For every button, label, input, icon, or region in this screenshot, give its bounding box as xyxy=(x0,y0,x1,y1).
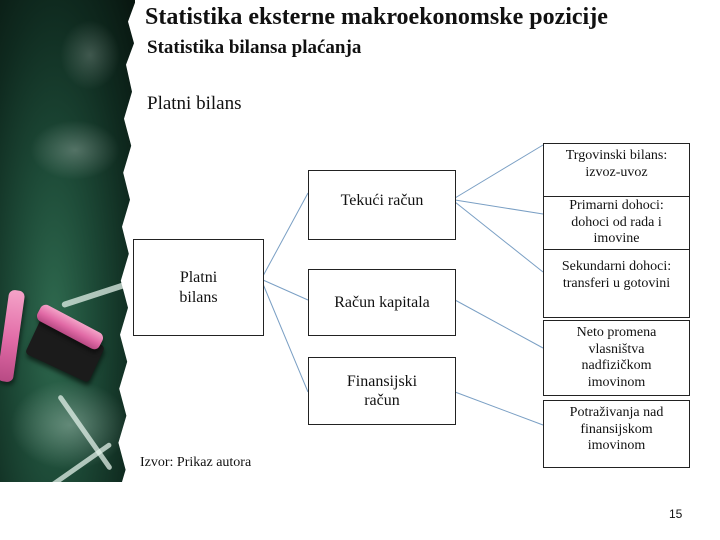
page-number: 15 xyxy=(669,507,683,521)
component-node-primarni-dohoci: Primarni dohoci: dohoci od rada i imovine xyxy=(543,196,690,250)
account-node-finansijski-racun: Finansijski račun xyxy=(308,357,456,425)
section-label: Platni bilans xyxy=(147,93,242,114)
source-note: Izvor: Prikaz autora xyxy=(140,455,252,470)
component-node-trgovinski-bilans: Trgovinski bilans: izvoz-uvoz xyxy=(543,143,690,198)
component-node-potrazivanja: Potraživanja nad finansijskom imovinom xyxy=(543,400,690,468)
account-node-tekuci-racun: Tekući račun xyxy=(308,170,456,240)
slide-title: Statistika eksterne makroekonomske pozicije xyxy=(145,4,608,30)
component-node-sekundarni-dohoci: Sekundarni dohoci: transferi u gotovini xyxy=(543,249,690,318)
account-node-racun-kapitala: Račun kapitala xyxy=(308,269,456,336)
root-node-platni-bilans: Platni bilans xyxy=(133,239,264,336)
component-node-neto-promena: Neto promena vlasništva nadfizičkom imovinom xyxy=(543,320,690,396)
slide-subtitle: Statistika bilansa plaćanja xyxy=(147,37,362,58)
